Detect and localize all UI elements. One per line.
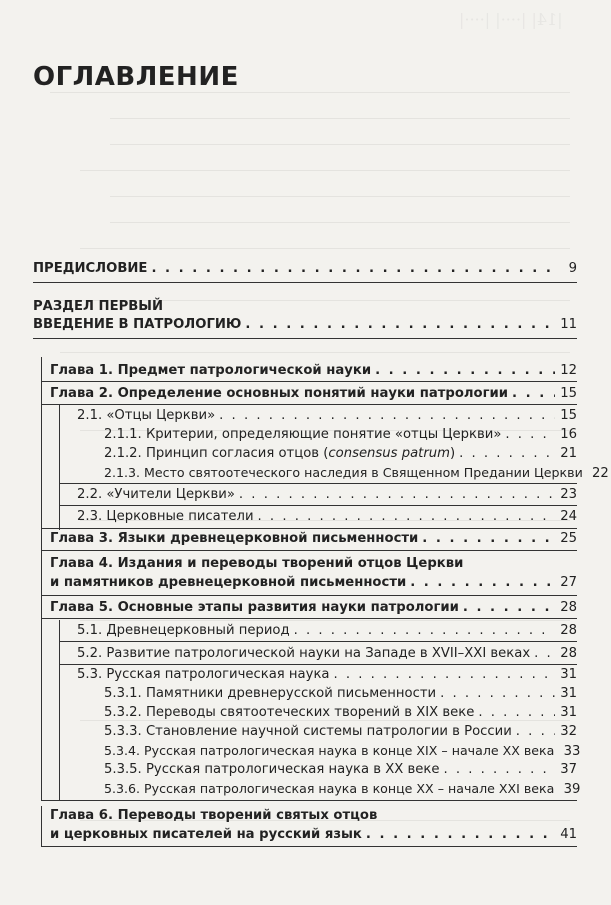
- toc-entry-page: 9: [568, 261, 577, 276]
- label-suffix: ): [449, 446, 456, 461]
- leader-dots: [505, 425, 555, 445]
- toc-entry-5-3-6[interactable]: [104, 779, 581, 800]
- leader-dots: [375, 361, 555, 381]
- toc-entry-label: 5.3. Русская патрологическая наука: [77, 667, 330, 682]
- toc-entry-page: 24: [560, 509, 577, 524]
- toc-entry-label: 5.3.5. Русская патрологическая наука в XX веке: [104, 762, 440, 777]
- toc-entry-chapter-1[interactable]: [50, 361, 577, 381]
- toc-entry-2-1-1[interactable]: [104, 425, 577, 445]
- toc-entry-page: 25: [560, 531, 577, 546]
- toc-entry-page: 33: [563, 744, 581, 759]
- divider: [41, 595, 577, 596]
- toc-entry-5-1[interactable]: [77, 621, 577, 641]
- subsection-bracket: [59, 620, 60, 801]
- toc-section-heading: [33, 297, 163, 317]
- leader-dots: [440, 684, 555, 704]
- toc-entry-page: 12: [560, 363, 577, 378]
- toc-entry-page: 28: [560, 600, 577, 615]
- label-prefix: 2.1.2. Принцип согласия отцов (: [104, 446, 329, 461]
- leader-dots: [512, 384, 555, 404]
- toc-entry-2-1-3[interactable]: [104, 463, 609, 484]
- leader-dots: [516, 722, 555, 742]
- chapter-4-line-1: Глава 4. Издания и переводы творений отцов Церкви: [50, 556, 464, 571]
- section-line-1: РАЗДЕЛ ПЕРВЫЙ: [33, 299, 164, 314]
- toc-entry-label: 2.2. «Учители Церкви»: [77, 487, 235, 502]
- toc-entry-section1[interactable]: [33, 315, 577, 335]
- label-italic: consensus patrum: [328, 446, 450, 461]
- toc-entry-page: 28: [560, 646, 577, 661]
- divider: [59, 505, 577, 506]
- toc-entry-label: 2.3. Церковные писатели: [77, 509, 254, 524]
- leader-dots: [366, 825, 555, 845]
- divider: [33, 338, 577, 339]
- toc-entry-label: 5.3.4. Русская патрологическая наука в конце XIX – начале XX века: [104, 743, 555, 758]
- leader-dots: [410, 573, 555, 593]
- toc-entry-label: Глава 3. Языки древнецерковной письменности: [50, 531, 419, 546]
- toc-entry-5-3-2[interactable]: [104, 703, 577, 723]
- bleed-through-header: |14| |····| |····|: [459, 10, 563, 29]
- toc-entry-page: 21: [560, 446, 577, 461]
- toc-entry-label: и церковных писателей на русский язык: [50, 827, 362, 842]
- toc-entry-page: 39: [563, 782, 581, 797]
- toc-entry-label: Глава 5. Основные этапы развития науки патрологии: [50, 600, 459, 615]
- divider: [41, 800, 577, 801]
- toc-entry-chapter-6-line1: [50, 806, 377, 826]
- leader-dots: [334, 665, 556, 685]
- leader-dots: [478, 703, 555, 723]
- toc-entry-chapter-3[interactable]: [50, 529, 577, 549]
- toc-entry-label: 2.1.3. Место святоотеческого наследия в Священном Предании Церкви: [104, 465, 583, 480]
- toc-entry-label: и памятников древнецерковной письменности: [50, 575, 407, 590]
- toc-entry-label: ПРЕДИСЛОВИЕ: [33, 261, 148, 276]
- toc-entry-label: 5.3.2. Переводы святоотеческих творений в XIX веке: [104, 705, 475, 720]
- divider: [41, 618, 577, 619]
- section-bracket: [41, 806, 42, 846]
- toc-entry-label: ВВЕДЕНИЕ В ПАТРОЛОГИЮ: [33, 317, 242, 332]
- toc-entry-page: 41: [560, 827, 577, 842]
- toc-entry-5-3-3[interactable]: [104, 722, 577, 742]
- leader-dots: [459, 444, 555, 464]
- divider: [33, 282, 577, 283]
- toc-entry-chapter-6[interactable]: [50, 825, 577, 845]
- divider: [59, 483, 577, 484]
- toc-entry-page: 15: [560, 386, 577, 401]
- toc-entry-5-3[interactable]: [77, 665, 577, 685]
- leader-dots: [151, 259, 555, 279]
- toc-entry-page: 28: [560, 623, 577, 638]
- toc-entry-label: 5.3.1. Памятники древнерусской письменности: [104, 686, 437, 701]
- toc-entry-chapter-4-line1: [50, 554, 463, 574]
- leader-dots: [463, 598, 555, 618]
- page-title: ОГЛАВЛЕНИЕ: [33, 62, 239, 92]
- leader-dots: [294, 621, 555, 641]
- toc-entry-chapter-2[interactable]: [50, 384, 577, 404]
- toc-entry-page: 31: [560, 705, 577, 720]
- toc-entry-2-3[interactable]: [77, 507, 577, 527]
- leader-dots: [443, 760, 555, 780]
- leader-dots: [239, 485, 555, 505]
- toc-entry-2-2[interactable]: [77, 485, 577, 505]
- leader-dots: [422, 529, 555, 549]
- toc-entry-2-1[interactable]: [77, 406, 577, 426]
- toc-entry-page: 15: [560, 408, 577, 423]
- toc-entry-label: 2.1.1. Критерии, определяющие понятие «отцы Церкви»: [104, 427, 502, 442]
- toc-entry-label: 5.3.3. Становление научной системы патрологии в России: [104, 724, 512, 739]
- toc-entry-label: 5.1. Древнецерковный период: [77, 623, 290, 638]
- divider: [41, 381, 577, 382]
- divider: [41, 404, 577, 405]
- toc-entry-label: 2.1. «Отцы Церкви»: [77, 408, 216, 423]
- toc-entry-5-3-4[interactable]: [104, 741, 581, 762]
- toc-entry-page: 16: [560, 427, 577, 442]
- leader-dots: [245, 315, 555, 335]
- toc-entry-page: 22: [591, 466, 609, 481]
- subsection-bracket: [59, 405, 60, 530]
- divider: [41, 550, 577, 551]
- toc-entry-label: 5.3.6. Русская патрологическая наука в конце XX – начале XXI века: [104, 781, 555, 796]
- toc-entry-label: Глава 2. Определение основных понятий науки патрологии: [50, 386, 508, 401]
- toc-entry-page: 31: [560, 667, 577, 682]
- chapter-6-line-1: Глава 6. Переводы творений святых отцов: [50, 808, 378, 823]
- divider: [59, 641, 577, 642]
- toc-entry-chapter-5[interactable]: [50, 598, 577, 618]
- toc-entry-chapter-4[interactable]: [50, 573, 577, 593]
- leader-dots: [258, 507, 555, 527]
- leader-dots: [219, 406, 555, 426]
- toc-entry-page: 37: [560, 762, 577, 777]
- toc-entry-preface[interactable]: [33, 259, 577, 279]
- toc-entry-label: [104, 444, 455, 464]
- toc-entry-5-3-5[interactable]: [104, 760, 577, 780]
- toc-entry-label: Глава 1. Предмет патрологической науки: [50, 363, 372, 378]
- toc-entry-page: 27: [560, 575, 577, 590]
- toc-entry-5-2[interactable]: [77, 644, 577, 664]
- toc-entry-page: 11: [560, 317, 577, 332]
- section-bracket: [41, 357, 42, 801]
- toc-entry-page: 32: [560, 724, 577, 739]
- divider: [41, 846, 577, 847]
- toc-entry-2-1-2[interactable]: [104, 444, 577, 464]
- toc-entry-page: 31: [560, 686, 577, 701]
- toc-entry-page: 23: [560, 487, 577, 502]
- leader-dots: [534, 644, 555, 664]
- toc-entry-label: 5.2. Развитие патрологической науки на Западе в XVII–XXI веках: [77, 646, 531, 661]
- toc-entry-5-3-1[interactable]: [104, 684, 577, 704]
